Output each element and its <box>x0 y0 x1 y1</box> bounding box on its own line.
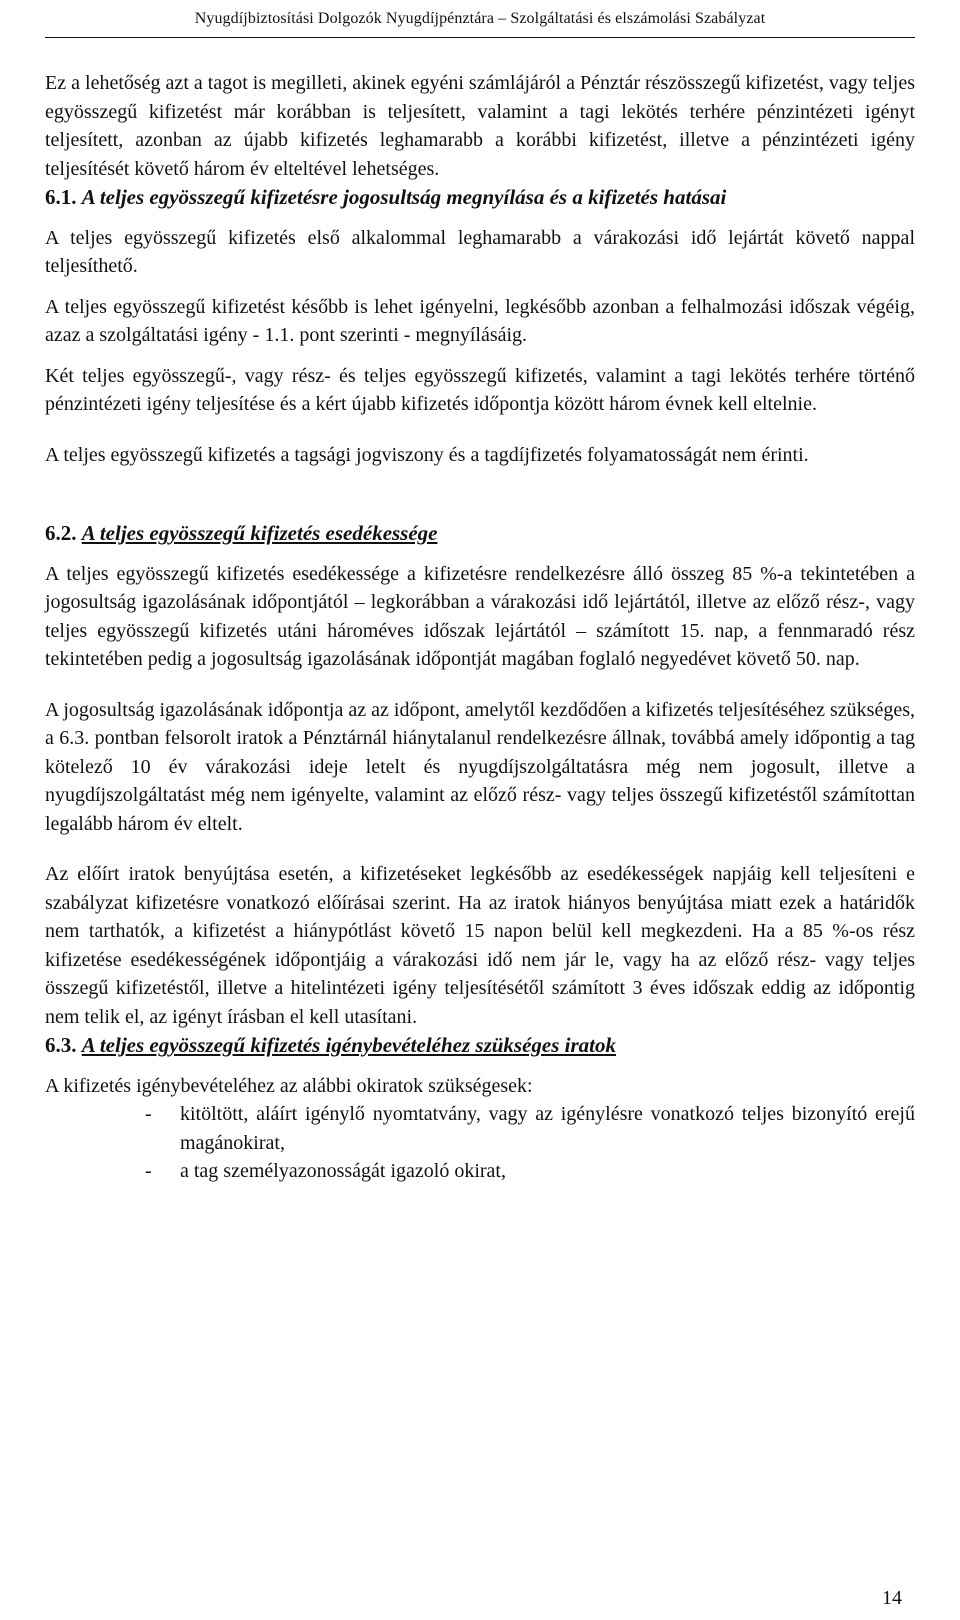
section-heading-6-2 <box>45 519 915 548</box>
section-title: A teljes egyösszegű kifizetés esedékessége <box>81 521 438 545</box>
paragraph: Két teljes egyösszegű-, vagy rész- és teljes egyösszegű kifizetés, valamint a tagi lekötés terhére történő pénzintézeti igény teljesítése és a kért újabb kifizetés időpontja között három évnek kell eltelnie. <box>45 364 915 415</box>
paragraph: A teljes egyösszegű kifizetés a tagsági jogviszony és a tagdíjfizetés folyamatosságát nem érinti. <box>45 443 809 466</box>
page-number: 14 <box>882 1587 902 1609</box>
bullet-marker: - <box>145 1160 152 1182</box>
required-documents-list <box>45 1100 915 1186</box>
paragraph: A teljes egyösszegű kifizetés esedékessége a kifizetésre rendelkezésre álló összeg 85 %-a tekintetében a jogosultság igazolásának időpontjától – legkorábban a várakozási idő lejártától, illetve az előző rész-, vagy teljes egyösszegű kifizetés utáni hároméves időszak lejártától – számított 15. nap, a fennmaradó rész tekintetében pedig a jogosultság igazolásának időpontját magában foglaló negyedévet követő 50. nap. <box>45 562 915 670</box>
bullet-marker: - <box>145 1103 152 1125</box>
list-item-text: a tag személyazonosságát igazoló okirat, <box>180 1160 506 1182</box>
section-number: 6.2. <box>45 521 77 545</box>
intro-paragraph: Ez a lehetőség azt a tagot is megilleti, akinek egyéni számlájáról a Pénztár részösszegű kifizetést, vagy teljes egyösszegű kifizetést már korábban is teljesített, valamint a tagi lekötés terhére pénzintézeti igényt teljesített, azonban az újabb kifizetés leghamarabb a korábbi kifizetést, illetve a pénzintézeti igény teljesítését követő három év elteltével lehetséges. <box>45 72 915 180</box>
list-item-text: kitöltött, aláírt igénylő nyomtatvány, vagy az igénylésre vonatkozó teljes bizonyító erejű magánokirat, <box>180 1103 915 1154</box>
list-item <box>45 1100 915 1157</box>
list-lead: A kifizetés igénybevételéhez az alábbi okiratok szükségesek: <box>45 1074 533 1097</box>
section-heading-6-3 <box>45 1031 915 1060</box>
document-body <box>45 69 915 1186</box>
running-header: Nyugdíjbiztosítási Dolgozók Nyugdíjpénztára – Szolgáltatási és elszámolási Szabályzat <box>194 10 766 27</box>
list-item <box>45 1157 915 1186</box>
section-title: A teljes egyösszegű kifizetés igénybevételéhez szükséges iratok <box>81 1033 617 1057</box>
section-heading-6-1 <box>45 183 915 212</box>
section-title: A teljes egyösszegű kifizetésre jogosultság megnyílása és a kifizetés hatásai <box>81 185 727 209</box>
paragraph: Az előírt iratok benyújtása esetén, a kifizetéseket legkésőbb az esedékességek napjáig kell teljesíteni e szabályzat kifizetésre vonatkozó előírásai szerint. Ha az iratok hiányos benyújtása miatt ezek a határidők nem tarthatók, a kifizetést a hiánypótlást követő 15 napon belül kell megkezdeni. Ha a 85 %-os rész kifizetése esedékességének időpontjáig a várakozási idő nem jár le, vagy ha az előző rész- vagy teljes összegű kifizetéstől, illetve a hitelintézeti igény teljesítésétől számított 3 éves időszak eddig az időpontig nem telik el, az igényt írásban el kell utasítani. <box>45 863 915 1028</box>
paragraph: A teljes egyösszegű kifizetést később is lehet igényelni, legkésőbb azonban a felhalmozási időszak végéig, azaz a szolgáltatási igény - 1.1. pont szerinti - megnyílásáig. <box>45 295 915 346</box>
paragraph: A jogosultság igazolásának időpontja az az időpont, amelytől kezdődően a kifizetés teljesítéséhez szükséges, a 6.3. pontban felsorolt iratok a Pénztárnál hiánytalanul rendelkezésre állnak, továbbá amely időpontig a tag kötelező 10 év várakozási ideje letelt és nyugdíjszolgáltatásra még nem jogosult, illetve a nyugdíjszolgáltatást még nem igényelte, valamint az előző rész- vagy teljes összegű kifizetéstől számítottan legalább három év eltelt. <box>45 698 915 835</box>
header-divider <box>45 37 915 38</box>
section-number: 6.1. <box>45 185 77 209</box>
paragraph: A teljes egyösszegű kifizetés első alkalommal leghamarabb a várakozási idő lejártát követő nappal teljesíthető. <box>45 226 915 277</box>
section-number: 6.3. <box>45 1033 77 1057</box>
